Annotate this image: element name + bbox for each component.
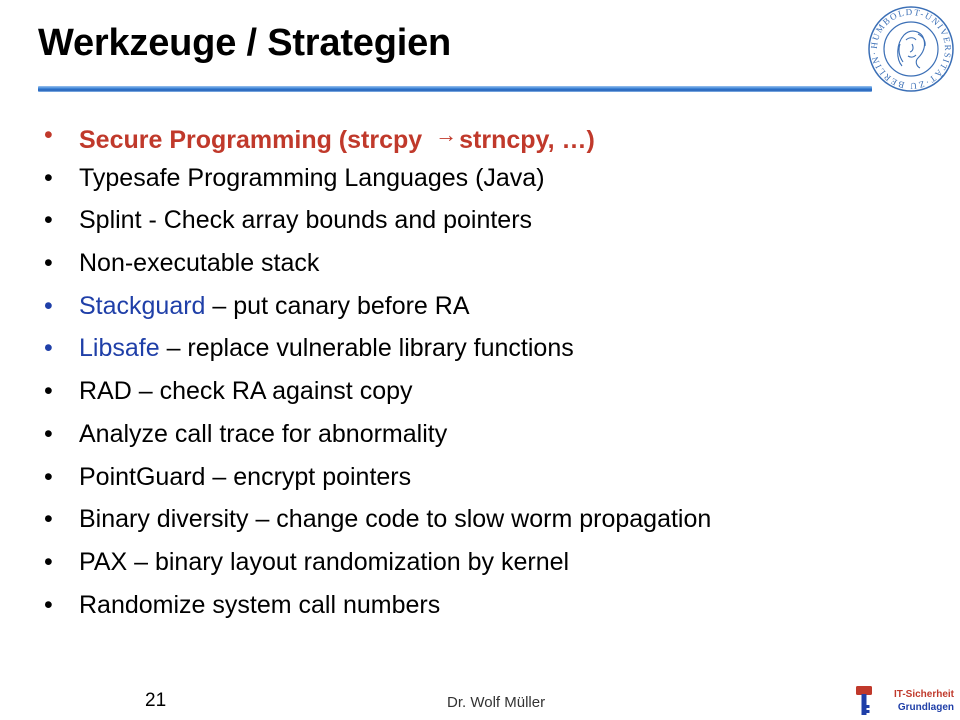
bullet-item: [44, 500, 944, 543]
bullet-term: Libsafe: [79, 334, 160, 363]
svg-text:HUMBOLDT-UNIVERSITÄT·ZU BERLIN: [869, 7, 953, 91]
bullet-dot: •: [44, 590, 53, 619]
bullet-term: Stackguard: [79, 291, 206, 320]
bullet-text: – put canary before RA: [205, 291, 470, 320]
bullet-item: [44, 159, 944, 202]
bullet-text: PAX – binary layout randomization by kernel: [79, 547, 570, 576]
bullet-list: [44, 116, 944, 628]
it-logo-text: [876, 688, 954, 714]
bullet-item: [44, 458, 944, 501]
bullet-text: Splint - Check array bounds and pointers: [79, 206, 533, 235]
bullet-dot: •: [44, 121, 53, 149]
bullet-dot: •: [44, 206, 53, 235]
logo-line-2: Grundlagen: [897, 702, 954, 713]
title-rule: [38, 86, 872, 92]
bullet-item: [44, 543, 944, 586]
bullet-item: [44, 415, 944, 458]
bullet-text: Typesafe Programming Languages (Java): [79, 163, 545, 192]
bullet-item: [44, 329, 944, 372]
author-name: Dr. Wolf Müller: [447, 694, 546, 711]
bullet-dot: •: [44, 377, 53, 406]
page-number: 21: [145, 690, 167, 711]
bullet-text: Randomize system call numbers: [79, 590, 441, 619]
bullet-text: PointGuard – encrypt pointers: [79, 462, 412, 491]
bullet-text: Binary diversity – change code to slow worm propagation: [79, 505, 712, 534]
bullet-item: [44, 586, 944, 629]
slide-title: Werkzeuge / Strategien: [38, 22, 452, 64]
bullet-dot: •: [44, 163, 53, 192]
bullet-dot: •: [44, 505, 53, 534]
bullet-text: Analyze call trace for abnormality: [79, 419, 448, 448]
bullet-text: Non-executable stack: [79, 249, 320, 278]
bullet-item: [44, 287, 944, 330]
bullet-text: – replace vulnerable library functions: [159, 334, 574, 363]
seal-text: HUMBOLDT-UNIVERSITÄT·ZU BERLIN·: [868, 6, 954, 92]
bullet-dot: •: [44, 249, 53, 278]
bullet-dot: •: [44, 462, 53, 491]
university-seal-icon: [866, 4, 956, 94]
bullet-text: RAD – check RA against copy: [79, 377, 413, 406]
arrow-right-icon: →: [435, 122, 458, 147]
bullet-item: [44, 201, 944, 244]
bullet-text-highlight: Secure Programming (strcpy: [79, 126, 430, 154]
bullet-item: [44, 372, 944, 415]
bullet-dot: •: [44, 291, 53, 320]
bullet-item: [44, 116, 944, 159]
bullet-dot: •: [44, 547, 53, 576]
bullet-item: [44, 244, 944, 287]
bullet-dot: •: [44, 334, 53, 363]
bullet-dot: •: [44, 419, 53, 448]
bullet-text-highlight-rest: strncpy, …): [459, 126, 595, 154]
logo-line-1: IT-Sicherheit: [893, 689, 954, 700]
it-security-key-icon: [854, 685, 874, 717]
